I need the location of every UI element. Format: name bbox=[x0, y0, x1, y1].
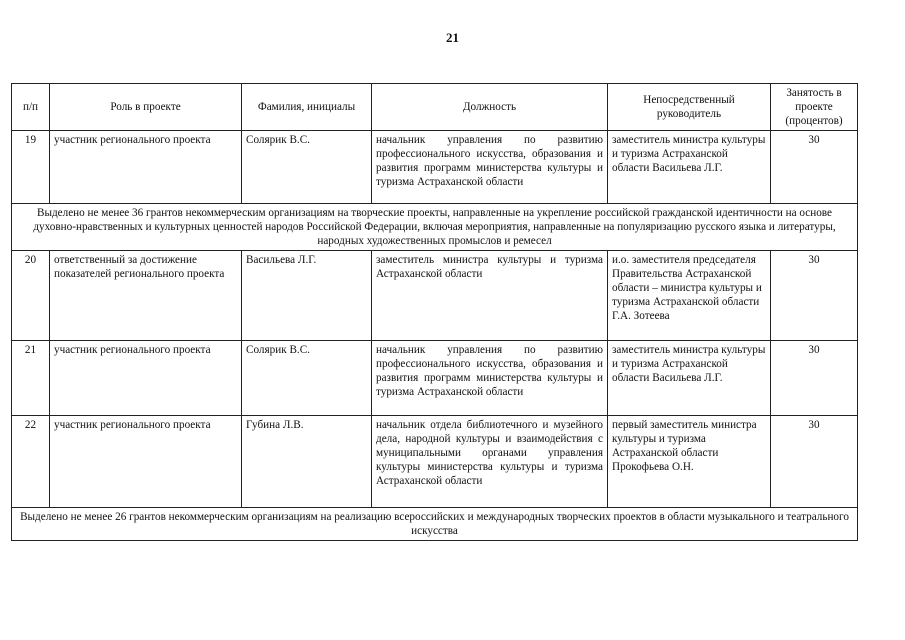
row-supervisor: заместитель министра культуры и туризма Астраханской области Васильева Л.Г. bbox=[608, 341, 771, 416]
row-name: Губина Л.В. bbox=[242, 416, 372, 508]
staff-table bbox=[11, 83, 858, 541]
col-header-position: Должность bbox=[372, 84, 608, 131]
row-role: участник регионального проекта bbox=[50, 341, 242, 416]
row-role: участник регионального проекта bbox=[50, 131, 242, 204]
col-header-workload: Занятость в проекте (процентов) bbox=[771, 84, 858, 131]
row-workload: 30 bbox=[771, 251, 858, 341]
table-header-row bbox=[12, 84, 858, 131]
col-header-supervisor: Непосредственный руководитель bbox=[608, 84, 771, 131]
row-position: начальник управления по развитию профессионального искусства, образования и развития программ министерства культуры и туризма Астраханской области bbox=[372, 131, 608, 204]
table-row bbox=[12, 341, 858, 416]
row-workload: 30 bbox=[771, 416, 858, 508]
col-header-name: Фамилия, инициалы bbox=[242, 84, 372, 131]
row-num: 20 bbox=[12, 251, 50, 341]
row-workload: 30 bbox=[771, 341, 858, 416]
row-name: Солярик В.С. bbox=[242, 131, 372, 204]
row-num: 22 bbox=[12, 416, 50, 508]
row-num: 21 bbox=[12, 341, 50, 416]
row-supervisor: заместитель министра культуры и туризма Астраханской области Васильева Л.Г. bbox=[608, 131, 771, 204]
row-position: начальник отдела библиотечного и музейного дела, народной культуры и взаимодействия с муниципальными органами управления культуры министерства культуры и туризма Астраханской области bbox=[372, 416, 608, 508]
row-workload: 30 bbox=[771, 131, 858, 204]
row-supervisor: и.о. заместителя председателя Правительства Астраханской области – министра культуры и туризма Астраханской области Г.А. Зотеева bbox=[608, 251, 771, 341]
section-banner: Выделено не менее 26 грантов некоммерческим организациям на реализацию всероссийских и международных творческих проектов в области музыкального и театрального искусства bbox=[12, 508, 858, 541]
row-name: Солярик В.С. bbox=[242, 341, 372, 416]
row-num: 19 bbox=[12, 131, 50, 204]
col-header-num: п/п bbox=[12, 84, 50, 131]
page-number: 21 bbox=[446, 30, 459, 45]
row-position: заместитель министра культуры и туризма Астраханской области bbox=[372, 251, 608, 341]
row-role: участник регионального проекта bbox=[50, 416, 242, 508]
row-position: начальник управления по развитию профессионального искусства, образования и развития программ министерства культуры и туризма Астраханской области bbox=[372, 341, 608, 416]
row-role: ответственный за достижение показателей регионального проекта bbox=[50, 251, 242, 341]
section-banner: Выделено не менее 36 грантов некоммерческим организациям на творческие проекты, направленные на укрепление российской гражданской идентичности на основе духовно-нравственных и культурных ценностей народов Российской Федерации, включая мероприятия, направленные на популяризацию русского языка и литературы, народных художественных промыслов и ремесел bbox=[12, 204, 858, 251]
row-supervisor: первый заместитель министра культуры и туризма Астраханской области Прокофьева О.Н. bbox=[608, 416, 771, 508]
col-header-role: Роль в проекте bbox=[50, 84, 242, 131]
table-row bbox=[12, 251, 858, 341]
table-row bbox=[12, 131, 858, 204]
section-banner-row bbox=[12, 508, 858, 541]
row-name: Васильева Л.Г. bbox=[242, 251, 372, 341]
section-banner-row bbox=[12, 204, 858, 251]
table-row bbox=[12, 416, 858, 508]
